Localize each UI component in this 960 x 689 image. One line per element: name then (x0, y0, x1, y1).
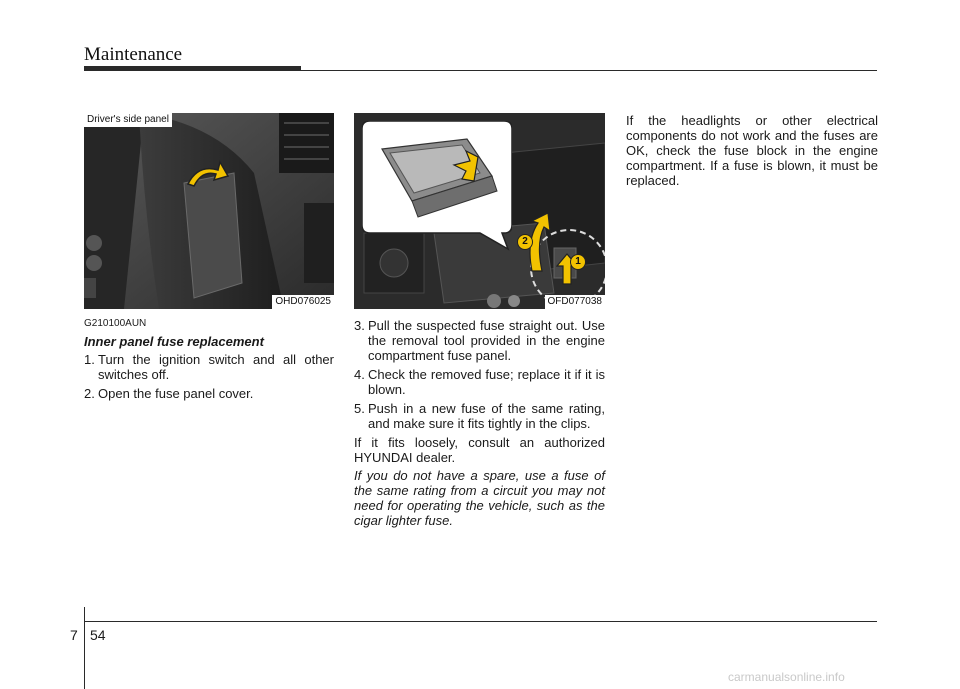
footer-horizontal-rule (84, 621, 877, 622)
figure-code: OHD076025 (272, 295, 334, 309)
step-marker-1: 1 (570, 254, 586, 270)
page-header-title: Maintenance (84, 44, 183, 65)
spare-fuse-note: If you do not have a spare, use a fuse of the same rating from a circuit you may not need for operating the vehicle, such as the cigar lighter fuse. (354, 468, 605, 528)
step-text: Push in a new fuse of the same rating, and make sure it fits tightly in the clips. (368, 401, 605, 431)
middle-column (354, 318, 605, 528)
fuse-check-paragraph: If the headlights or other electrical components do not work and the fuses are OK, check the fuse block in the engine compartment. If a fuse is blown, it must be replaced. (626, 113, 878, 188)
curved-arrow-icon (184, 158, 230, 188)
step-item (354, 401, 605, 431)
section-code: G210100AUN (84, 318, 147, 329)
step-text: Check the removed fuse; replace it if it is blown. (368, 367, 605, 397)
figure-code: OFD077038 (545, 295, 605, 309)
step-marker-2: 2 (517, 234, 533, 250)
step-number: 2. (84, 386, 95, 401)
chapter-number: 7 (70, 627, 78, 643)
step-text: Turn the ignition switch and all other switches off. (98, 352, 334, 382)
step-item (84, 352, 334, 382)
step-text: Pull the suspected fuse straight out. Use the removal tool provided in the engine compartment fuse panel. (368, 318, 605, 363)
step-text: Open the fuse panel cover. (98, 386, 254, 401)
page-number: 54 (90, 627, 106, 643)
section-heading: Inner panel fuse replacement (84, 334, 264, 349)
step-number: 5. (354, 401, 365, 416)
dealer-paragraph: If it fits loosely, consult an authorized HYUNDAI dealer. (354, 435, 605, 465)
header-rule-thin (301, 70, 877, 71)
figure-caption: Driver's side panel (84, 113, 172, 127)
footer-vertical-rule (84, 607, 85, 689)
left-column (84, 318, 334, 405)
step-number: 1. (84, 352, 95, 367)
step-number: 3. (354, 318, 365, 333)
step-item (354, 318, 605, 363)
watermark: carmanualsonline.info (728, 670, 845, 684)
engine-fuse-box-figure (354, 113, 605, 309)
right-column (626, 113, 878, 188)
driver-side-panel-illustration (84, 113, 334, 309)
driver-side-panel-figure (84, 113, 334, 309)
step-number: 4. (354, 367, 365, 382)
step-item (84, 386, 334, 401)
fuse-box-detail-callout (362, 121, 512, 251)
step-item (354, 367, 605, 397)
header-rule-thick (84, 66, 301, 71)
